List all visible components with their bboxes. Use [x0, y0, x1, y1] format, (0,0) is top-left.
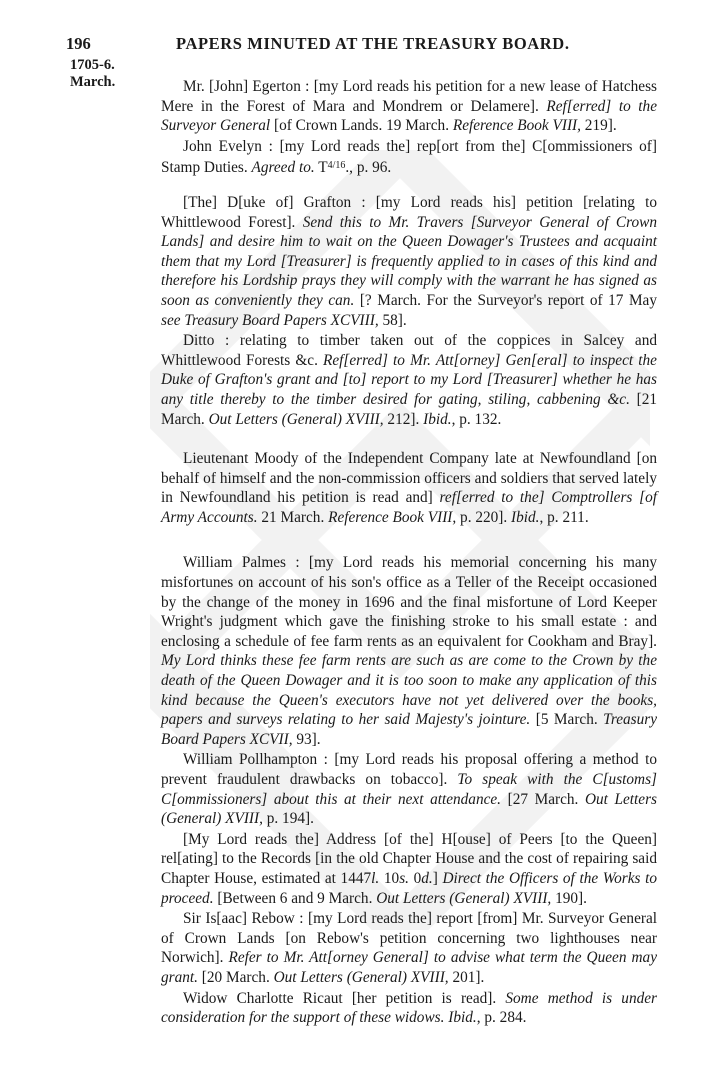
entry-evelyn: John Evelyn : [my Lord reads the] rep[ort from the] C[ommissioners of] Stamp Duties. Agreed to. $T^{4/16}$., p. 96.: [161, 137, 657, 177]
entry-chapter-house: [My Lord reads the] Address [of the] H[ouse] of Peers [to the Queen] rel[ating] to the Records [in the old Chapter House and the cost of repairing said Chapter House, estimated at 1447l. 10s. 0d.] Direct the Officers of the Works to proceed. [Between 6 and 9 March. Out Letters (General) XVIII, 190].: [161, 830, 658, 907]
entry-ricaut: Widow Charlotte Ricaut [her petition is read]. Some method is under consideration for the support of these widows. Ibid., p. 284.: [161, 989, 657, 1027]
margin-year: 1705-6.: [70, 57, 115, 73]
margin-month: March.: [70, 74, 116, 90]
fraction-reference: 4/16: [327, 160, 346, 172]
page-number: 196: [66, 34, 91, 53]
entry-egerton: Mr. [John] Egerton : [my Lord reads his petition for a new lease of Hatchess Mere in the Forest of Mara and Mondrem or Delamere]. Ref[erred] to the Surveyor General [of Crown Lands. 19 March. Reference Book VIII, 219].: [161, 78, 657, 135]
running-header: [66, 34, 656, 58]
entry-palmes: William Palmes : [my Lord reads his memorial concerning his many misfortunes on account of his son's office as a Teller of the Receipt occasioned by the change of the money in 1696 and the final misfortune of Lord Keeper Wright's judgment which gave the finishing stroke to his small estate : and enclosing a schedule of fee farm rents as an equivalent for Cookham and Bray]. My Lord thinks these fee farm rents are such as are come to the Crown by the death of the Queen Dowager and it is too soon to make any application of this kind because the Queen's executors have not yet delivered over the books, papers and surveys relating to her said Majesty's jointure. [5 March. Treasury Board Papers XCVII, 93].: [161, 554, 657, 748]
margin-date: [70, 57, 150, 91]
entry-grafton: [The] D[uke of] Grafton : [my Lord reads his] petition [relating to Whittlewood Forest]. Send this to Mr. Travers [Surveyor General of Crown Lands] and desire him to wait on the Queen Dowager's Trustees and acquaint them that my Lord [Treasurer] is frequently applied to in cases of this kind and therefore his Lordship prays they will comply with the warrant he has signed as soon as conveniently they can. [? March. For the Surveyor's report of 17 May see Treasury Board Papers XCVIII, 58].: [161, 193, 657, 329]
entry-moody: Lieutenant Moody of the Independent Company late at Newfoundland [on behalf of himself and the non-commission officers and soldiers that served lately in Newfoundland his petition is read and] ref[erred to the] Comptrollers [of Army Accounts. 21 March. Reference Book VIII, p. 220]. Ibid., p. 211.: [161, 450, 657, 526]
running-title: PAPERS MINUTED AT THE TREASURY BOARD.: [176, 34, 570, 53]
entry-rebow: Sir Is[aac] Rebow : [my Lord reads the] report [from] Mr. Surveyor General of Crown Lands [on Rebow's petition concerning two lighthouses near Norwich]. Refer to Mr. Att[orney General] to advise what term the Queen may grant. [20 March. Out Letters (General) XVIII, 201].: [161, 910, 657, 986]
entry-ditto-timber: Ditto : relating to timber taken out of the coppices in Salcey and Whittlewood Forests &c. Ref[erred] to Mr. Att[orney] Gen[eral] to inspect the Duke of Grafton's grant and [to] report to my Lord [Treasurer] whether he has any title thereby to the timber desired for gating, stiling, cabbening &c. [21 March. Out Letters (General) XVIII, 212]. Ibid., p. 132.: [161, 332, 657, 428]
entry-pollhampton: William Pollhampton : [my Lord reads his proposal offering a method to prevent fraudulent drawbacks on tobacco]. To speak with the C[ustoms] C[ommissioners] about this at their next attendance. [27 March. Out Letters (General) XVIII, p. 194].: [161, 751, 658, 828]
entries-body: [161, 77, 657, 1028]
